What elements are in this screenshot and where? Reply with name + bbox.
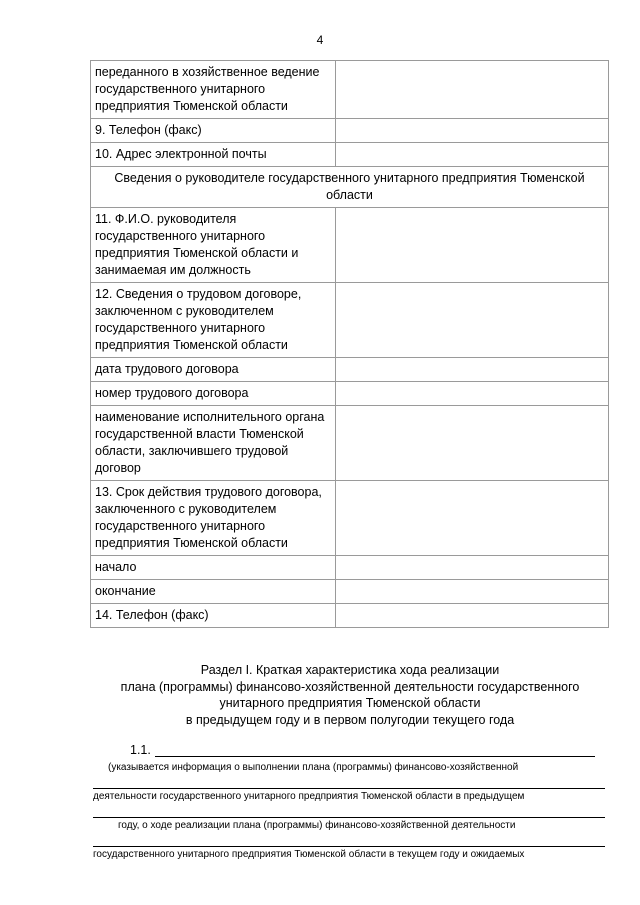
page-number: 4 — [316, 33, 324, 47]
table-row — [91, 406, 609, 481]
row-value — [336, 406, 609, 481]
fill-in-rule — [93, 817, 605, 818]
fill-in-rule — [93, 788, 605, 789]
item-number: 1.1. — [130, 743, 151, 757]
row-value — [336, 382, 609, 406]
table-row — [91, 556, 609, 580]
table-row — [91, 382, 609, 406]
section-heading-line: плана (программы) финансово-хозяйственной деятельности государственного — [120, 679, 580, 694]
row-value — [336, 580, 609, 604]
table-row — [91, 604, 609, 628]
section-heading-line: унитарного предприятия Тюменской области — [219, 696, 481, 710]
row-label: 9. Телефон (факс) — [91, 119, 336, 143]
table-row — [91, 580, 609, 604]
table-section-header — [91, 167, 609, 208]
instruction-note-line: государственного унитарного предприятия Тюменской области в текущем году и ожидаемых — [93, 849, 525, 860]
row-value — [336, 283, 609, 358]
row-label: 10. Адрес электронной почты — [91, 143, 336, 167]
fill-in-rule — [93, 846, 605, 847]
row-value — [336, 481, 609, 556]
table-row — [91, 358, 609, 382]
row-value — [336, 208, 609, 283]
section-header-label: Сведения о руководителе государственного унитарного предприятия Тюменской области — [91, 167, 609, 208]
row-value — [336, 604, 609, 628]
table-row — [91, 61, 609, 119]
row-value — [336, 61, 609, 119]
row-label: дата трудового договора — [91, 358, 336, 382]
item-fill-line — [130, 743, 595, 757]
instruction-note-line: году, о ходе реализации плана (программы) финансово-хозяйственной деятельности — [118, 820, 516, 831]
fill-in-blank — [155, 743, 595, 757]
table-row — [91, 481, 609, 556]
row-label: номер трудового договора — [91, 382, 336, 406]
row-label: 13. Срок действия трудового договора, заключенного с руководителем государственного унитарного предприятия Тюменской области — [91, 481, 336, 556]
row-label: 11. Ф.И.О. руководителя государственного унитарного предприятия Тюменской области и занимаемая им должность — [91, 208, 336, 283]
row-value — [336, 556, 609, 580]
table-row — [91, 119, 609, 143]
table-row — [91, 143, 609, 167]
section-heading-line: в предыдущем году и в первом полугодии текущего года — [185, 712, 515, 727]
row-label: наименование исполнительного органа государственной власти Тюменской области, заключившего трудовой договор — [91, 406, 336, 481]
row-label: переданного в хозяйственное ведение государственного унитарного предприятия Тюменской области — [91, 61, 336, 119]
row-value — [336, 358, 609, 382]
row-value — [336, 119, 609, 143]
table-row — [91, 283, 609, 358]
row-label: 12. Сведения о трудовом договоре, заключенном с руководителем государственного унитарного предприятия Тюменской области — [91, 283, 336, 358]
enterprise-info-table — [90, 60, 609, 628]
instruction-note-line: деятельности государственного унитарного предприятия Тюменской области в предыдущем — [93, 791, 525, 802]
table-row — [91, 208, 609, 283]
section-heading — [60, 662, 640, 728]
row-label: начало — [91, 556, 336, 580]
section-heading-line: Раздел I. Краткая характеристика хода реализации — [200, 663, 500, 677]
row-value — [336, 143, 609, 167]
row-label: окончание — [91, 580, 336, 604]
row-label: 14. Телефон (факс) — [91, 604, 336, 628]
instruction-note-line: (указывается информация о выполнении плана (программы) финансово-хозяйственной — [108, 762, 519, 773]
